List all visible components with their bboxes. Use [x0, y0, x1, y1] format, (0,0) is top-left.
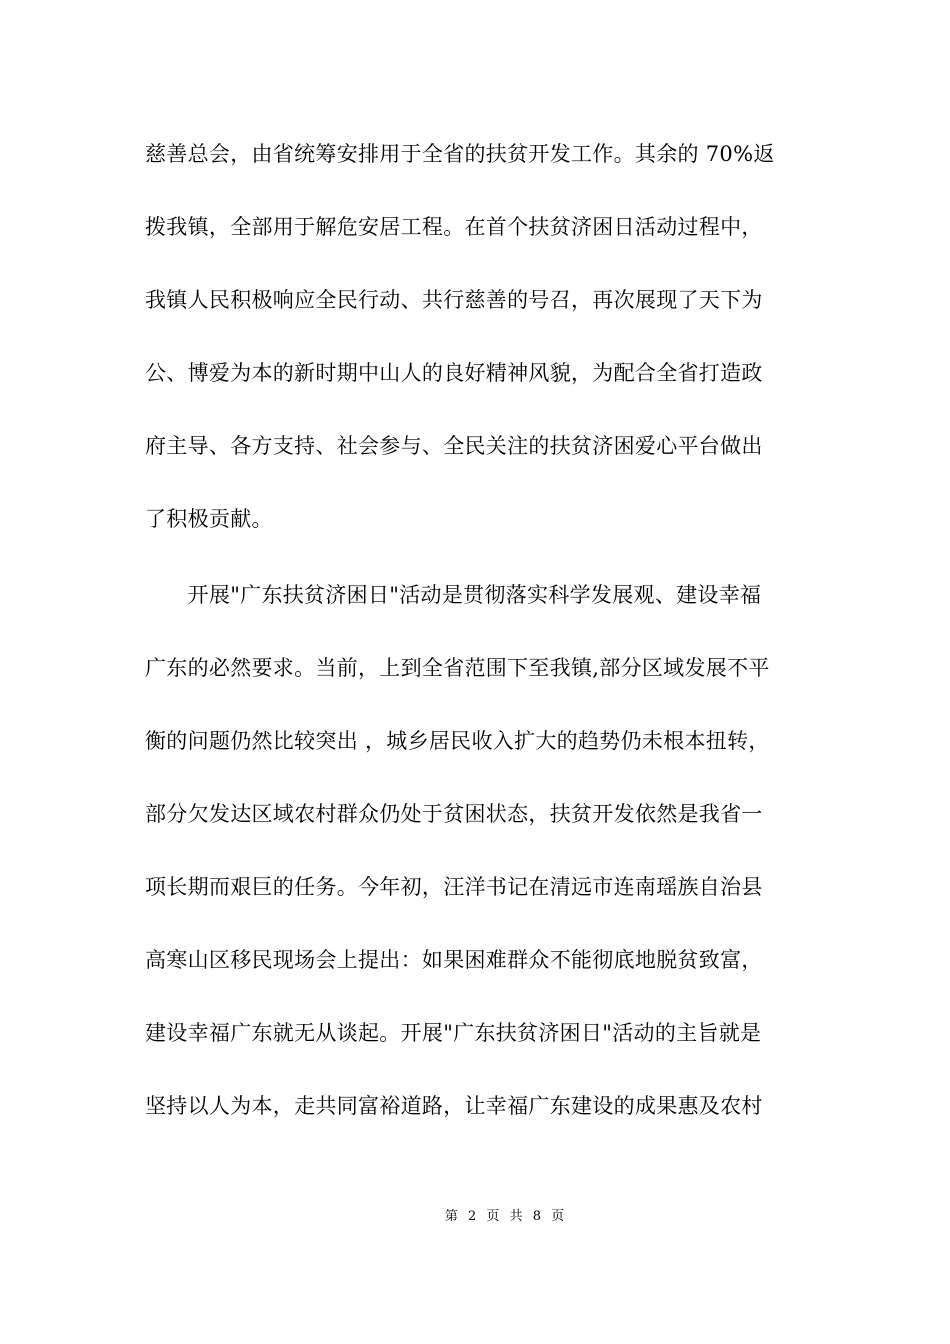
footer-total-pages: 8 — [532, 1209, 542, 1224]
text-line-14: 坚持以人为本，走共同富裕道路，让幸福广东建设的成果惠及农村 — [145, 1094, 763, 1118]
text-line-4: 公、博爱为本的新时期中山人的良好精神风貌，为配合全省打造政 — [145, 361, 763, 385]
text-line-9: 衡的问题仍然比较突出 ，城乡居民收入扩大的趋势仍未根本扭转， — [145, 729, 770, 753]
footer-suffix: 页 — [551, 1209, 566, 1224]
footer-prefix: 第 — [444, 1209, 459, 1224]
text-line-13: 建设幸福广东就无从谈起。开展"广东扶贫济困日"活动的主旨就是 — [145, 1021, 762, 1045]
text-line-7: 开展"广东扶贫济困日"活动是贯彻落实科学发展观、建设幸福 — [145, 583, 762, 607]
text-line-1: 慈善总会，由省统筹安排用于全省的扶贫开发工作。其余的 70%返 — [145, 142, 775, 166]
text-line-5: 府主导、各方支持、社会参与、全民关注的扶贫济困爱心平台做出 — [145, 434, 763, 458]
page-footer — [0, 1208, 950, 1226]
footer-current-page: 2 — [467, 1209, 478, 1224]
text-line-2: 拨我镇，全部用于解危安居工程。在首个扶贫济困日活动过程中， — [145, 215, 763, 239]
text-line-6: 了积极贡献。 — [145, 507, 273, 531]
text-line-12: 高寒山区移民现场会上提出：如果困难群众不能彻底地脱贫致富， — [145, 948, 763, 972]
text-line-10: 部分欠发达区域农村群众仍处于贫困状态，扶贫开发依然是我省一 — [145, 802, 763, 826]
footer-total-word: 共 — [509, 1209, 524, 1224]
footer-page-word: 页 — [486, 1209, 501, 1224]
text-line-11: 项长期而艰巨的任务。今年初，汪洋书记在清远市连南瑶族自治县 — [145, 875, 763, 899]
text-line-8: 广东的必然要求。当前，上到全省范围下至我镇,部分区域发展不平 — [145, 656, 770, 680]
text-line-3: 我镇人民积极响应全民行动、共行慈善的号召，再次展现了天下为 — [145, 288, 763, 312]
